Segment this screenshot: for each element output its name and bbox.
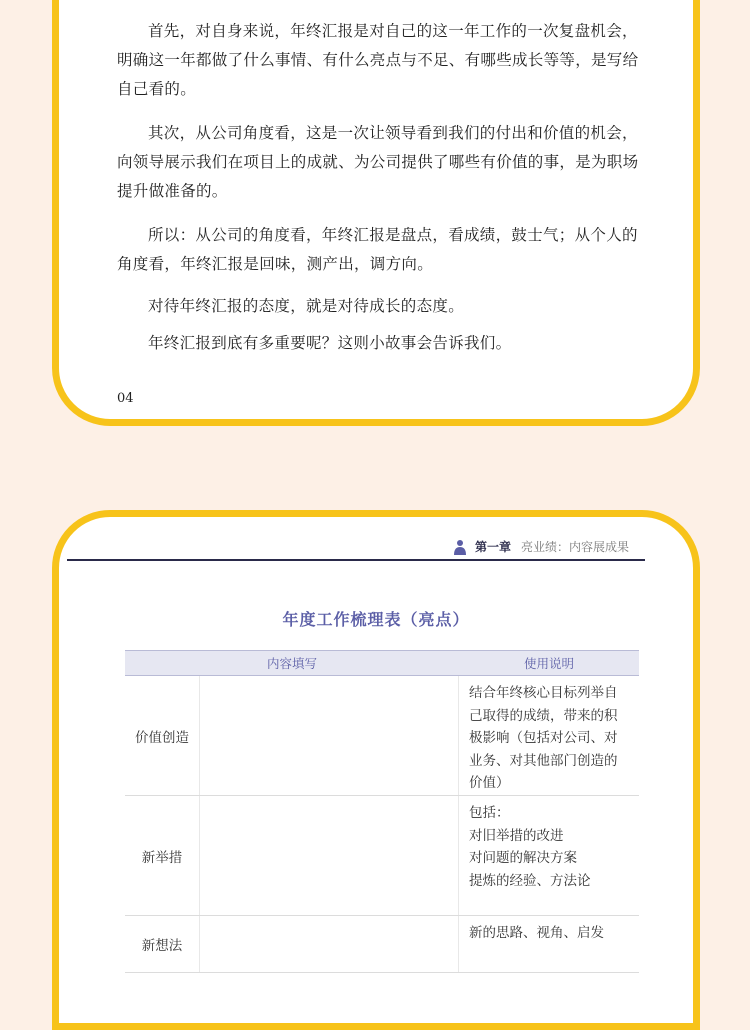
row-label: 新想法 [125,916,200,972]
usage-line: 提炼的经验、方法论 [469,872,591,889]
usage-line: 业务、对其他部门创造的 [469,752,618,769]
paragraph: 对待年终汇报的态度，就是对待成长的态度。 [148,297,465,315]
table-title: 年度工作梳理表（亮点） [282,610,470,629]
header-usage: 使用说明 [523,656,574,671]
fill-in-cell[interactable] [200,676,459,795]
usage-line: 价值） [469,775,510,791]
usage-line: 包括： [469,805,510,821]
fill-in-cell[interactable] [200,916,459,972]
row-label: 价值创造 [125,676,200,795]
paragraph: 所以：从公司的角度看，年终汇报是盘点，看成绩，鼓士气；从个人的角度看，年终汇报是回味，测产出，调方向。 [117,226,638,273]
bottom-page [52,510,700,1030]
usage-cell [459,916,639,972]
fill-in-cell[interactable] [200,796,459,915]
table-row [125,676,639,796]
table-row [125,796,639,916]
chapter-header [67,535,645,561]
table-row [125,916,639,973]
header-content: 内容填写 [266,656,317,671]
chapter-subtitle: 亮业绩：内容展成果 [521,540,630,554]
usage-cell [459,676,639,795]
usage-line: 己取得的成绩，带来的积 [469,707,618,724]
paragraph: 首先，对自身来说，年终汇报是对自己的这一年工作的一次复盘机会，明确这一年都做了什么事情、有什么亮点与不足、有哪些成长等等，是写给自己看的。 [117,22,639,98]
page-number: 04 [117,391,134,406]
table-header [125,650,639,676]
work-review-table [125,650,639,973]
paragraph: 其次，从公司角度看，这是一次让领导看到我们的付出和价值的机会，向领导展示我们在项目上的成就、为公司提供了哪些有价值的事，是为职场提升做准备的。 [117,124,639,200]
usage-line: 极影响（包括对公司、对 [469,730,618,746]
paragraph: 年终汇报到底有多重要呢？这则小故事会告诉我们。 [148,334,512,352]
usage-line: 新的思路、视角、启发 [469,925,604,941]
usage-line: 对旧举措的改进 [469,827,564,844]
chapter-title: 第一章 [475,540,512,554]
usage-cell [459,796,639,915]
top-page [52,0,700,426]
row-label: 新举措 [125,796,200,915]
usage-line: 结合年终核心目标列举自 [469,685,618,701]
person-icon [453,539,467,555]
usage-line: 对问题的解决方案 [469,850,577,866]
